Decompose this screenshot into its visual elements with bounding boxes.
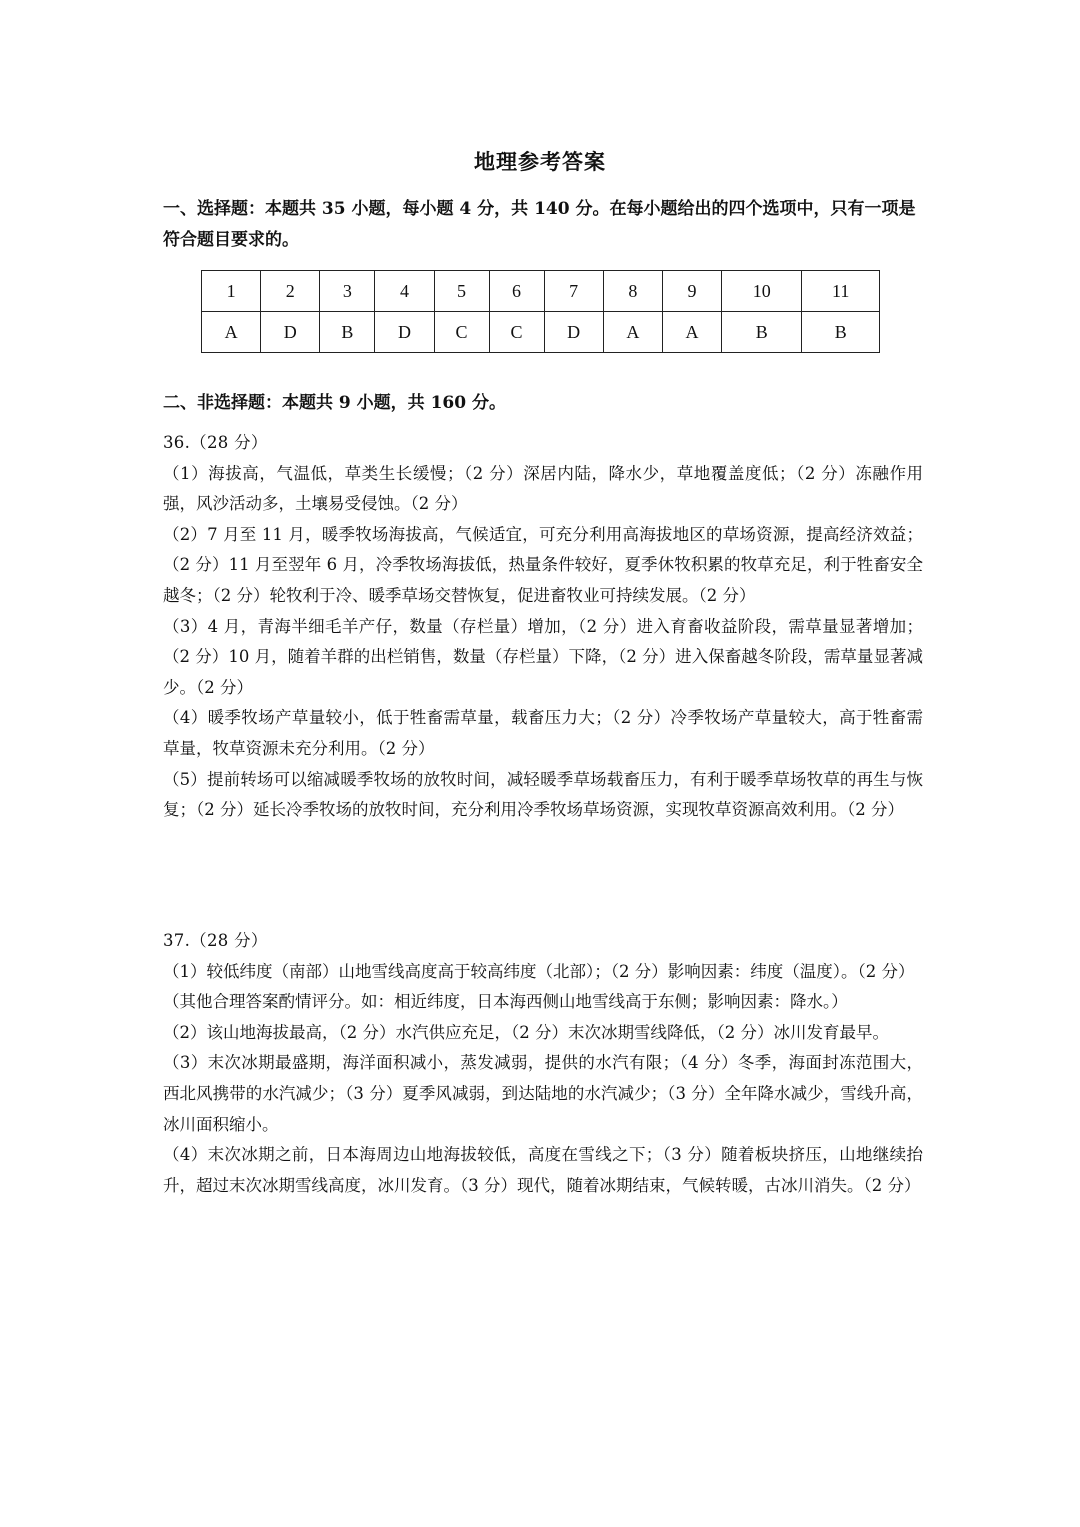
question-37-part-2: （2）该山地海拔最高，（2 分）水汽供应充足，（2 分）末次冰期雪线降低，（2 分）冰川发育最早。 xyxy=(163,1022,889,1042)
question-37-answer xyxy=(163,926,923,1201)
question-number-cell: 10 xyxy=(722,271,802,312)
question-37-note: （其他合理答案酌情评分。如：相近纬度，日本海西侧山地雪线高于东侧；影响因素：降水。） xyxy=(163,992,848,1012)
answer-table-number-row xyxy=(202,271,880,312)
question-36-part-2: （2）7 月至 11 月，暖季牧场海拔高，气候适宜，可充分利用高海拔地区的草场资源，提高经济效益；（2 分）11 月至翌年 6 月，冷季牧场海拔低，热量条件较好，夏季休牧积累的牧草充足，利于牲畜安全越冬；（2 分）轮牧利于冷、暖季草场交替恢复，促进畜牧业可持续发展。（2 分） xyxy=(163,524,923,605)
question-number-cell: 3 xyxy=(320,271,375,312)
answer-cell: C xyxy=(489,312,544,353)
question-number-cell: 8 xyxy=(603,271,662,312)
question-number-cell: 5 xyxy=(434,271,489,312)
question-37-heading: 37.（28 分） xyxy=(163,931,268,950)
question-37-part-3: （3）末次冰期最盛期，海洋面积减小，蒸发减弱，提供的水汽有限；（4 分）冬季，海面封冻范围大，西北风携带的水汽减少；（3 分）夏季风减弱，到达陆地的水汽减少；（3 分）全年降水减少，雪线升高，冰川面积缩小。 xyxy=(163,1053,923,1134)
answer-cell: A xyxy=(603,312,662,353)
question-number-cell: 9 xyxy=(662,271,721,312)
question-36-answer xyxy=(163,428,923,826)
question-36-part-1: （1）海拔高，气温低，草类生长缓慢；（2 分）深居内陆，降水少，草地覆盖度低；（2 分）冻融作用强，风沙活动多，土壤易受侵蚀。（2 分） xyxy=(163,463,923,514)
answer-cell: C xyxy=(434,312,489,353)
answer-cell: D xyxy=(544,312,603,353)
question-36-part-5: （5）提前转场可以缩减暖季牧场的放牧时间，减轻暖季草场载畜压力，有利于暖季草场牧草的再生与恢复；（2 分）延长冷季牧场的放牧时间，充分利用冷季牧场草场资源，实现牧草资源高效利用。（2 分） xyxy=(163,769,923,820)
section2-heading: 二、非选择题：本题共 9 小题，共 160 分。 xyxy=(163,393,506,413)
question-number-cell: 4 xyxy=(375,271,434,312)
answer-cell: D xyxy=(261,312,320,353)
question-number-cell: 6 xyxy=(489,271,544,312)
answer-table-answer-row xyxy=(202,312,880,353)
answer-cell: B xyxy=(722,312,802,353)
answer-table xyxy=(201,270,880,353)
section1-heading: 一、选择题：本题共 35 小题，每小题 4 分，共 140 分。在每小题给出的四个选项中，只有一项是符合题目要求的。 xyxy=(163,199,916,250)
answer-cell: D xyxy=(375,312,434,353)
question-36-part-4: （4）暖季牧场产草量较小，低于牲畜需草量，载畜压力大；（2 分）冷季牧场产草量较大，高于牲畜需草量，牧草资源未充分利用。（2 分） xyxy=(163,708,923,758)
question-number-cell: 7 xyxy=(544,271,603,312)
page-title: 地理参考答案 xyxy=(474,149,606,174)
answer-cell: B xyxy=(802,312,880,353)
answer-cell: A xyxy=(202,312,261,353)
question-36-part-3: （3）4 月，青海半细毛羊产仔，数量（存栏量）增加，（2 分）进入育畜收益阶段，需草量显著增加；（2 分）10 月，随着羊群的出栏销售，数量（存栏量）下降，（2 分）进入保畜越冬阶段，需草量显著减少。（2 分） xyxy=(163,616,923,697)
question-37-part-4: （4）末次冰期之前，日本海周边山地海拔较低，高度在雪线之下；（3 分）随着板块挤压，山地继续抬升，超过末次冰期雪线高度，冰川发育。（3 分）现代，随着冰期结束，气候转暖，古冰川消失。（2 分） xyxy=(163,1145,923,1195)
question-number-cell: 1 xyxy=(202,271,261,312)
question-number-cell: 11 xyxy=(802,271,880,312)
answer-cell: A xyxy=(662,312,721,353)
question-37-part-1: （1）较低纬度（南部）山地雪线高度高于较高纬度（北部）；（2 分）影响因素：纬度（温度）。（2 分） xyxy=(163,961,915,981)
question-36-heading: 36.（28 分） xyxy=(163,433,268,452)
answer-cell: B xyxy=(320,312,375,353)
question-number-cell: 2 xyxy=(261,271,320,312)
